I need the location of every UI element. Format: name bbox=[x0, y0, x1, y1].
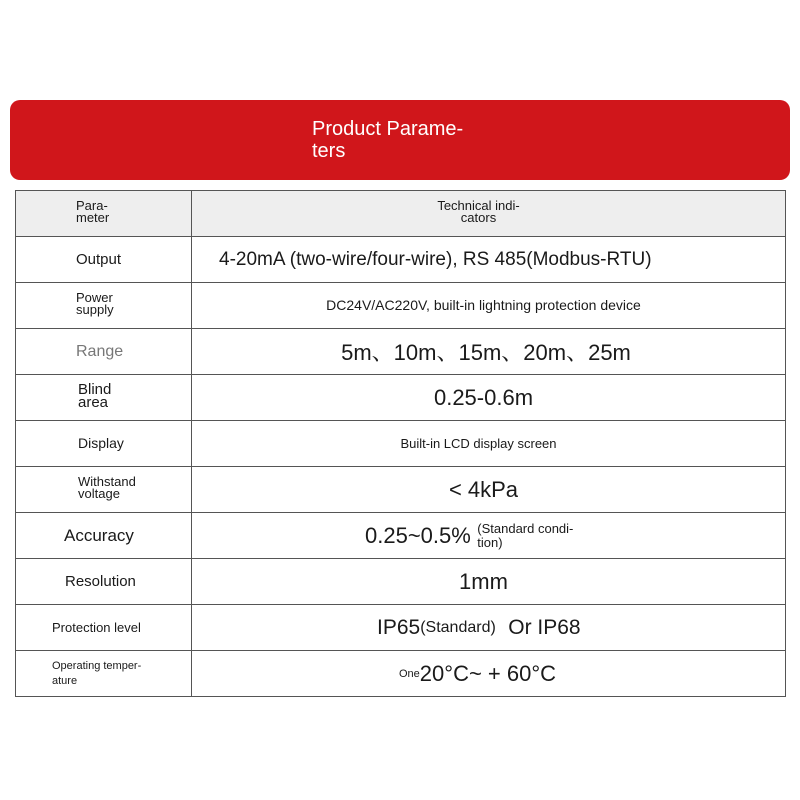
value-note: (Standard) bbox=[420, 618, 496, 636]
value-cell bbox=[192, 651, 786, 697]
table-row bbox=[16, 421, 786, 467]
parameter-cell bbox=[16, 513, 192, 559]
parameter-label: Withstand voltage bbox=[78, 474, 136, 501]
value-cell bbox=[192, 513, 786, 559]
value-text: Built-in LCD display screen bbox=[400, 435, 557, 451]
parameter-cell bbox=[16, 467, 192, 513]
parameter-cell bbox=[16, 375, 192, 421]
value-prefix: One bbox=[399, 667, 420, 680]
parameter-label: Blind area bbox=[78, 381, 112, 411]
parameter-label: Output bbox=[76, 250, 122, 268]
header-indicator-cell bbox=[192, 191, 786, 237]
header-parameter-cell bbox=[16, 191, 192, 237]
value-text: IP65 bbox=[377, 615, 421, 639]
parameter-cell bbox=[16, 283, 192, 329]
header-parameter-label: Para- meter bbox=[76, 198, 110, 225]
parameters-table bbox=[15, 190, 786, 697]
banner-title: Product Parame- ters bbox=[312, 118, 464, 162]
parameter-cell bbox=[16, 329, 192, 375]
table-row bbox=[16, 283, 786, 329]
table-row bbox=[16, 513, 786, 559]
value-note: (Standard condi- tion) bbox=[477, 520, 574, 550]
value-cell bbox=[192, 237, 786, 283]
value-text: 0.25-0.6m bbox=[433, 384, 534, 410]
value-text: 1mm bbox=[459, 568, 508, 594]
value-cell bbox=[192, 375, 786, 421]
table-row bbox=[16, 375, 786, 421]
value-cell bbox=[192, 283, 786, 329]
parameter-cell bbox=[16, 237, 192, 283]
table-row bbox=[16, 651, 786, 697]
table-row bbox=[16, 467, 786, 513]
parameter-label: Resolution bbox=[65, 572, 136, 590]
table-header-row bbox=[16, 191, 786, 237]
parameter-label: Protection level bbox=[52, 619, 141, 635]
parameter-cell bbox=[16, 421, 192, 467]
value-cell bbox=[192, 329, 786, 375]
value-text: 0.25~0.5% bbox=[365, 522, 471, 548]
parameter-label: Range bbox=[76, 342, 124, 360]
parameter-cell bbox=[16, 605, 192, 651]
table-row bbox=[16, 237, 786, 283]
value-text: 20°C~ + 60°C bbox=[419, 660, 557, 686]
value-text: 5m、10m、15m、20m、25m bbox=[341, 340, 631, 365]
value-cell bbox=[192, 605, 786, 651]
parameter-cell bbox=[16, 559, 192, 605]
value-text: DC24V/AC220V, built-in lightning protection device bbox=[326, 296, 641, 313]
table-row bbox=[16, 329, 786, 375]
parameter-label: Accuracy bbox=[64, 525, 134, 545]
parameter-label: Operating temper- ature bbox=[52, 659, 142, 687]
value-text: < 4kPa bbox=[448, 476, 519, 502]
parameter-label: Display bbox=[78, 434, 124, 451]
value-cell bbox=[192, 559, 786, 605]
header-indicator-label: Technical indi- cators bbox=[437, 198, 520, 225]
value-text: 4-20mA (two-wire/four-wire), RS 485(Modbus-RTU) bbox=[219, 248, 652, 270]
parameter-cell bbox=[16, 651, 192, 697]
parameter-label: Power supply bbox=[76, 290, 114, 317]
table-row bbox=[16, 605, 786, 651]
value-suffix: Or IP68 bbox=[508, 615, 581, 639]
value-cell bbox=[192, 467, 786, 513]
table-row bbox=[16, 559, 786, 605]
value-cell bbox=[192, 421, 786, 467]
